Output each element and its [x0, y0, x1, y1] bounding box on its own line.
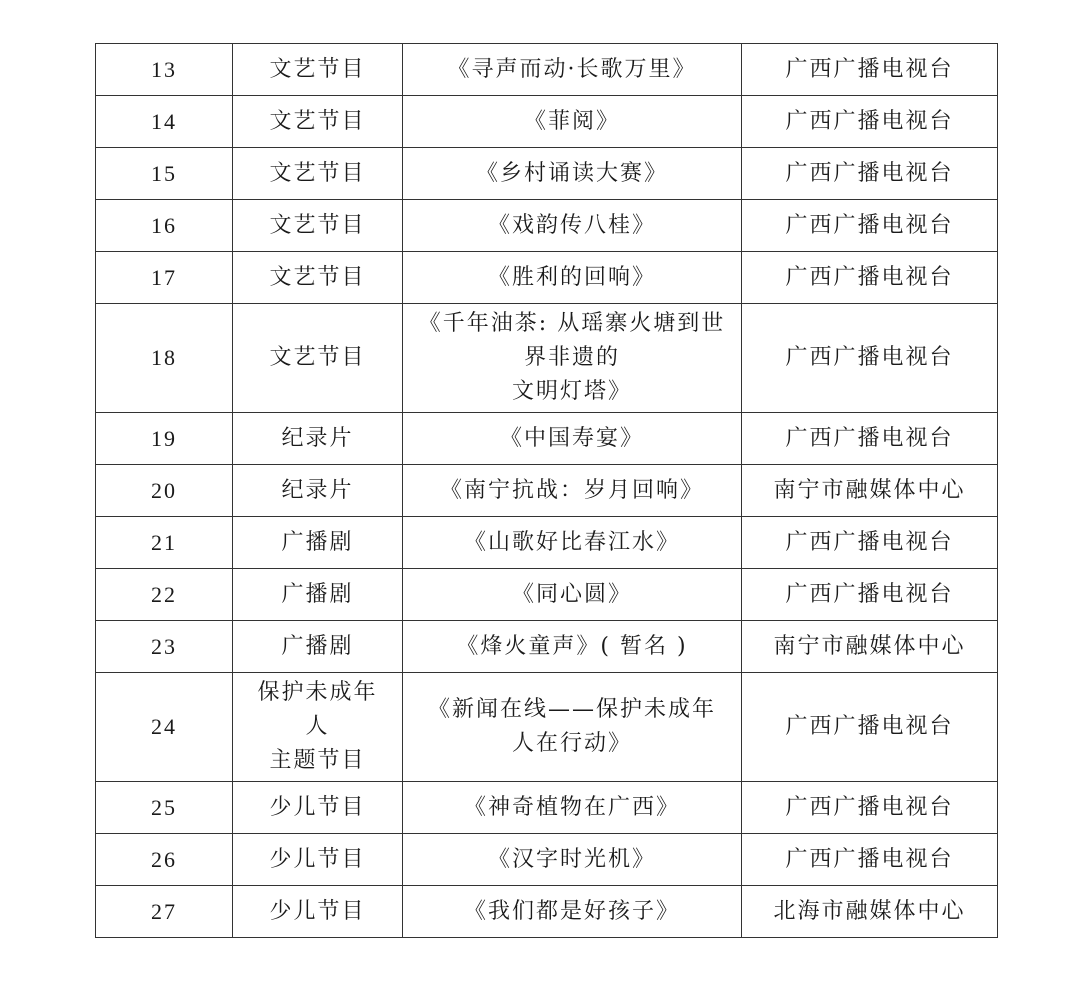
row-number-cell: 22	[96, 569, 233, 621]
category-cell	[233, 200, 403, 252]
organization-cell: 北海市融媒体中心	[742, 886, 998, 938]
row-number-cell: 18	[96, 304, 233, 413]
category-cell	[233, 44, 403, 96]
table-row	[96, 96, 998, 148]
table-row	[96, 252, 998, 304]
category-cell	[233, 886, 403, 938]
organization-cell: 广西广播电视台	[742, 304, 998, 413]
category-text: 纪录片	[281, 425, 354, 451]
category-text: 文艺节目	[269, 160, 366, 186]
category-text: 广播剧	[281, 529, 354, 555]
program-title-text: 人在行动》	[511, 731, 632, 756]
program-title-text: 《戏韵传八桂》	[487, 212, 656, 238]
category-text: 少儿节目	[269, 846, 366, 872]
category-cell	[233, 413, 403, 465]
table-row	[96, 621, 998, 673]
organization-cell: 南宁市融媒体中心	[742, 465, 998, 517]
category-text: 文艺节目	[269, 108, 366, 134]
row-number-cell: 14	[96, 96, 233, 148]
category-cell	[233, 465, 403, 517]
category-text: 纪录片	[281, 477, 354, 503]
program-title-text: 《同心圆》	[511, 581, 632, 607]
program-title-text: 《烽火童声》( 暂名 )	[456, 633, 688, 659]
category-cell	[233, 517, 403, 569]
table-row	[96, 569, 998, 621]
category-text: 文艺节目	[269, 345, 366, 370]
program-title-text: 《菲阅》	[523, 108, 620, 134]
table-row	[96, 413, 998, 465]
program-title-text: 《千年油茶: 从瑶寨火塘到世	[418, 311, 726, 336]
row-number-cell: 24	[96, 673, 233, 782]
program-title-text: 《新闻在线——保护未成年	[427, 697, 716, 722]
table-row	[96, 673, 998, 782]
program-title-cell	[403, 517, 742, 569]
category-text: 广播剧	[281, 581, 354, 607]
organization-cell: 广西广播电视台	[742, 44, 998, 96]
program-title-cell	[403, 304, 742, 413]
program-title-text: 界非遗的	[523, 345, 620, 370]
program-title-text: 《神奇植物在广西》	[463, 794, 680, 820]
table-row	[96, 148, 998, 200]
program-title-cell	[403, 621, 742, 673]
program-title-cell	[403, 413, 742, 465]
organization-cell: 广西广播电视台	[742, 413, 998, 465]
program-title-cell	[403, 200, 742, 252]
category-text: 文艺节目	[269, 56, 366, 82]
program-title-text: 《寻声而动·长歌万里》	[447, 56, 697, 82]
organization-cell: 南宁市融媒体中心	[742, 621, 998, 673]
organization-cell: 广西广播电视台	[742, 200, 998, 252]
row-number-cell: 27	[96, 886, 233, 938]
category-text: 少儿节目	[269, 794, 366, 820]
organization-cell: 广西广播电视台	[742, 252, 998, 304]
category-cell	[233, 252, 403, 304]
program-title-cell	[403, 886, 742, 938]
category-cell	[233, 834, 403, 886]
category-text: 广播剧	[281, 633, 354, 659]
category-text: 文艺节目	[269, 212, 366, 238]
row-number-cell: 26	[96, 834, 233, 886]
organization-cell: 广西广播电视台	[742, 569, 998, 621]
table-row	[96, 886, 998, 938]
program-title-text: 《中国寿宴》	[499, 425, 644, 451]
table-row	[96, 200, 998, 252]
row-number-cell: 25	[96, 782, 233, 834]
category-cell	[233, 782, 403, 834]
row-number-cell: 13	[96, 44, 233, 96]
category-cell	[233, 148, 403, 200]
row-number-cell: 21	[96, 517, 233, 569]
program-title-text: 《汉字时光机》	[487, 846, 656, 872]
program-title-cell	[403, 465, 742, 517]
table-row	[96, 782, 998, 834]
table-row	[96, 44, 998, 96]
table-row	[96, 304, 998, 413]
program-title-cell	[403, 782, 742, 834]
program-table	[95, 43, 998, 938]
program-title-cell	[403, 569, 742, 621]
program-title-text: 《乡村诵读大赛》	[475, 160, 668, 186]
program-title-cell	[403, 44, 742, 96]
organization-cell: 广西广播电视台	[742, 834, 998, 886]
program-title-text: 《山歌好比春江水》	[463, 529, 680, 555]
table-body	[96, 44, 998, 938]
organization-cell: 广西广播电视台	[742, 96, 998, 148]
row-number-cell: 15	[96, 148, 233, 200]
category-cell	[233, 621, 403, 673]
category-text: 文艺节目	[269, 264, 366, 290]
program-title-cell	[403, 148, 742, 200]
organization-cell: 广西广播电视台	[742, 782, 998, 834]
table-row	[96, 517, 998, 569]
category-text: 少儿节目	[269, 898, 366, 924]
program-title-text: 《我们都是好孩子》	[463, 898, 680, 924]
category-cell	[233, 569, 403, 621]
category-text: 保护未成年	[257, 680, 378, 705]
table-row	[96, 834, 998, 886]
program-title-text: 文明灯塔》	[511, 379, 632, 404]
program-title-cell	[403, 252, 742, 304]
category-cell	[233, 96, 403, 148]
table-row	[96, 465, 998, 517]
organization-cell: 广西广播电视台	[742, 517, 998, 569]
row-number-cell: 19	[96, 413, 233, 465]
category-text: 人	[305, 714, 330, 739]
program-title-cell	[403, 673, 742, 782]
category-cell	[233, 673, 403, 782]
category-cell	[233, 304, 403, 413]
row-number-cell: 23	[96, 621, 233, 673]
program-title-cell	[403, 834, 742, 886]
row-number-cell: 20	[96, 465, 233, 517]
program-title-cell	[403, 96, 742, 148]
organization-cell: 广西广播电视台	[742, 148, 998, 200]
row-number-cell: 16	[96, 200, 233, 252]
program-title-text: 《胜利的回响》	[487, 264, 656, 290]
category-text: 主题节目	[269, 748, 366, 773]
row-number-cell: 17	[96, 252, 233, 304]
program-title-text: 《南宁抗战：岁月回响》	[439, 477, 704, 503]
organization-cell: 广西广播电视台	[742, 673, 998, 782]
